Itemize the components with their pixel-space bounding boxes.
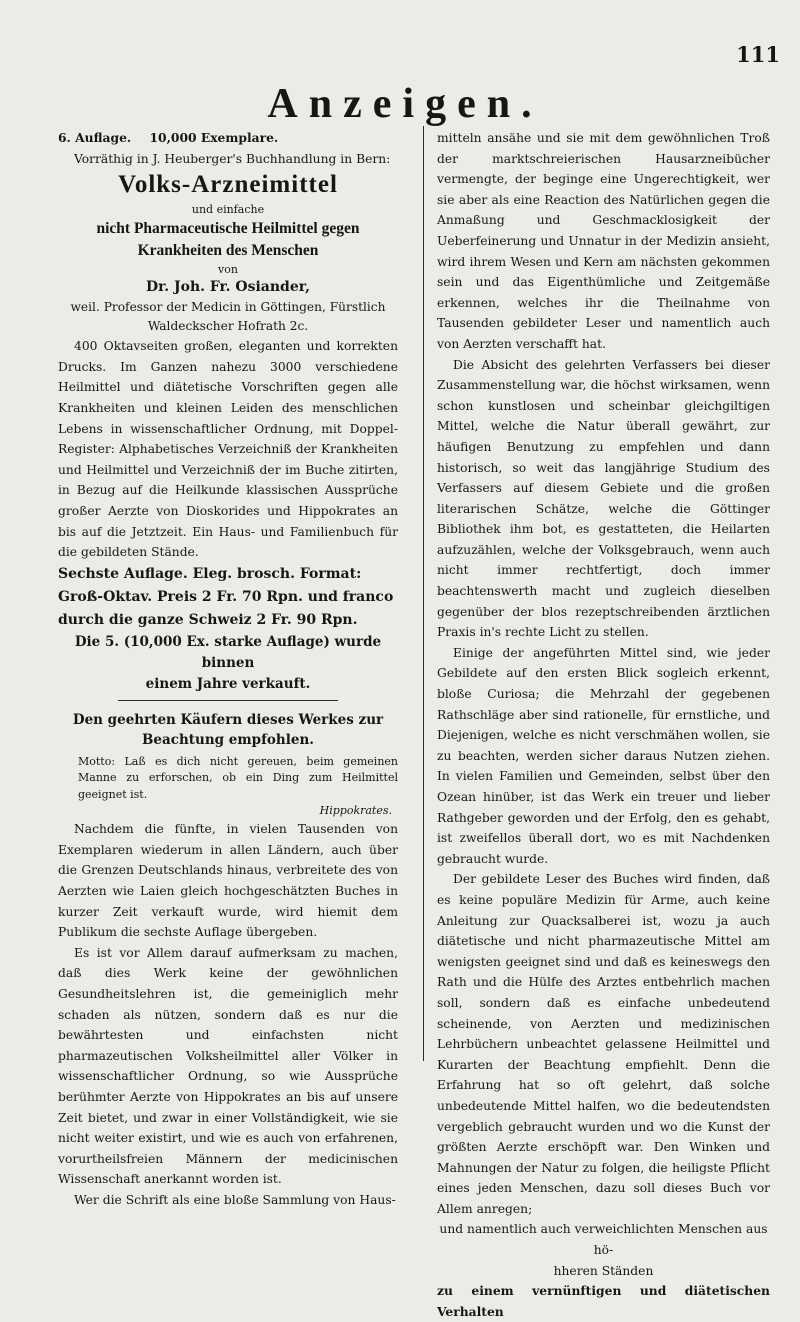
- right-paragraph-2: Die Absicht des gelehrten Verfassers bei dieser Zusammenstellung war, die höchst wirksamen, wenn schon kunstlosen und scheinbar gleichgiltigen Mittel, welche die Natur überall gewährt, zur häufigen Benutzung zu empfehlen und dann historisch, so weit das langjährige Studium des Verfassers auf diesem Gebiete und die großen literarischen Schätze, welche die Göttinger Bibliothek ihm bot, es gestatteten, die Heilarten aufzuzählen, welche der Volksgebrauch, wenn auch nicht immer rechtfertigt, doch immer beachtenswerth macht und zugleich dieselben gegenüber der blos rezeptschreibenden ärztlichen Praxis in's rechte Licht zu stellen.: [437, 357, 770, 640]
- author-name: Dr. Joh. Fr. Osiander,: [146, 279, 310, 296]
- price-line-3: durch die ganze Schweiz 2 Fr. 90 Rpn.: [58, 611, 358, 628]
- title-line-3: Krankheiten des Menschen: [137, 242, 319, 260]
- by-label: von: [218, 263, 238, 277]
- edition-copies: 10,000 Exemplare.: [149, 130, 279, 145]
- title-line-2: nicht Pharmaceutische Heilmittel gegen: [96, 220, 360, 238]
- right-paragraph-4: Der gebildete Leser des Buches wird finden, daß es keine populäre Medizin für Arme, auch keine Anleitung zur Quacksalberei ist, wozu ja auch diätetische und nicht pharmazeutische Mittel am wenigsten geeignet sind und daß es keineswegs den Rath und die Hülfe des Arztes entbehrlich machen soll, sondern daß es einfache unbedeutend scheinende, von Aerzten und medizinischen Lehrbüchern unbeachtet gelassene Heilmittel und Kurarten der Beachtung empfiehlt. Denn die Erfahrung hat so oft gelehrt, daß solche unbedeutende Mittel halfen, wo die bedeutendsten vergeblich gebraucht wurden und wo die Kunst der größten Aerzte erschöpft war. Den Winken und Mahnungen der Natur zu folgen, die heiligste Pflicht eines jeden Menschen, dazu soll dieses Buch vor Allem anregen;: [437, 872, 770, 1216]
- book-description: 400 Oktavseiten großen, eleganten und korrekten Drucks. Im Ganzen nahezu 3000 verschiedene Heilmittel und diätetische Vorschriften gegen alle Krankheiten und kleinen Leiden des menschlichen Lebens in wissenschaftlicher Ordnung, mit Doppel-Register: Alphabetisches Verzeichniß der Krankheiten und Heilmittel und Verzeichniß der im Buche zitirten, in Bezug auf die Heilkunde klassischen Aussprüche großer Aerzte von Dioskorides und Hippokrates an bis auf die Jetztzeit. Ein Haus- und Familienbuch für die gebildeten Stände.: [58, 339, 398, 560]
- left-paragraph-2: Es ist vor Allem darauf aufmerksam zu machen, daß dies Werk keine der gewöhnlichen Gesundheitslehren ist, die gemeiniglich mehr schaden als nützen, sondern daß es nur die bewährtesten und einfachsten nicht pharmazeutischen Volksheilmittel aller Völker in wissenschaftlicher Ordnung, so wie Aussprüche berühmter Aerzte von Hippokrates an bis auf unsere Zeit bietet, und zwar in einer Vollständigkeit, wie sie nicht weiter existirt, und wie es auch von erfahrenen, vorurtheilsfreien Männern der medicinischen Wissenschaft anerkannt worden ist.: [58, 945, 398, 1187]
- tail-line-1: und namentlich auch verweichlichten Menschen aus hö-: [439, 1222, 768, 1258]
- edition-number: 6. Auflage.: [58, 130, 132, 145]
- recommendation-heading: [58, 710, 398, 750]
- left-paragraph-3: Wer die Schrift als eine bloße Sammlung von Haus-: [74, 1192, 396, 1207]
- left-column: [58, 128, 398, 1211]
- motto-text: Motto: Laß es dich nicht gereuen, beim gemeinen Manne zu erforschen, ob ein Ding zum Heilmittel geeignet ist.: [78, 754, 398, 801]
- motto-source: Hippokrates.: [319, 804, 392, 818]
- tail-line-2: hheren Ständen: [553, 1263, 654, 1278]
- left-paragraph-1: Nachdem die fünfte, in vielen Tausenden von Exemplaren wiederum in allen Ländern, auch über die Grenzen Deutschlands hinaus, verbreitete des von Aerzten wie Laien gleich hochgeschätzten Buches in kurzer Zeit verkauft wurde, wird hiemit dem Publikum die sechste Auflage übergeben.: [58, 822, 398, 940]
- right-column: [437, 128, 770, 1322]
- recommendation-line-1: Den geehrten Käufern dieses Werkes zur: [72, 711, 384, 728]
- author-detail: weil. Professor der Medicin in Göttingen, Fürstlich Waldeckscher Hofrath 2c.: [70, 300, 386, 334]
- price-line-1: Sechste Auflage. Eleg. brosch. Format:: [58, 565, 362, 582]
- availability-note: Vorräthig in J. Heuberger's Buchhandlung in Bern:: [74, 151, 391, 166]
- right-paragraph-1: mitteln ansähe und sie mit dem gewöhnlichen Troß der marktschreierischen Hausarzneibücher vermengte, der beginge eine Ungerechtigkeit, wer sie aber als eine Reaction des Natürlichen gegen die Anmaßung und Geschmacklosigkeit der Ueberfeinerung und Unnatur in der Medizin ansieht, wird ihrem Wesen und Kern am nächsten gekommen sein und das Eigenthümliche und Zeitgemäße erkennen, welches ihr die Theilnahme von Tausenden gebildeter Leser und namentlich auch von Aerzten verschafft hat.: [437, 131, 770, 351]
- page-heading: Anzeigen.: [267, 81, 543, 127]
- closing-line: zu einem vernünftigen und diätetischen Verhalten: [437, 1283, 770, 1319]
- page-number: 111: [736, 42, 780, 67]
- column-divider: [423, 126, 424, 1061]
- edition-line: [58, 128, 398, 149]
- recommendation-line-2: Beachtung empfohlen.: [142, 731, 314, 748]
- right-paragraph-3: Einige der angeführten Mittel sind, wie jeder Gebildete auf den ersten Blick sogleich erkennt, bloße Curiosa; die Mehrzahl der gegebenen Rathschläge aber sind rationelle, für ernstliche, und Diejenigen, welche es nicht verschmähen wollen, sie zu beachten, werden sicher daraus Nutzen ziehen. In vielen Familien und Gemeinden, selbst über den Ozean hinüber, ist das Werk ein treuer und lieber Rathgeber geworden und der Erfolg, den es gehabt, ist zweifellos überall dort, wo es mit Nachdenken gebraucht wurde.: [437, 645, 770, 866]
- sold-line-2: einem Jahre verkauft.: [145, 675, 311, 692]
- sold-line-1: Die 5. (10,000 Ex. starke Auflage) wurde binnen: [74, 633, 382, 671]
- section-divider: [118, 700, 338, 701]
- price-line-2: Groß-Oktav. Preis 2 Fr. 70 Rpn. und franco: [58, 588, 394, 605]
- book-title: Volks-Arzneimittel: [118, 171, 338, 199]
- title-connector: und einfache: [191, 203, 265, 217]
